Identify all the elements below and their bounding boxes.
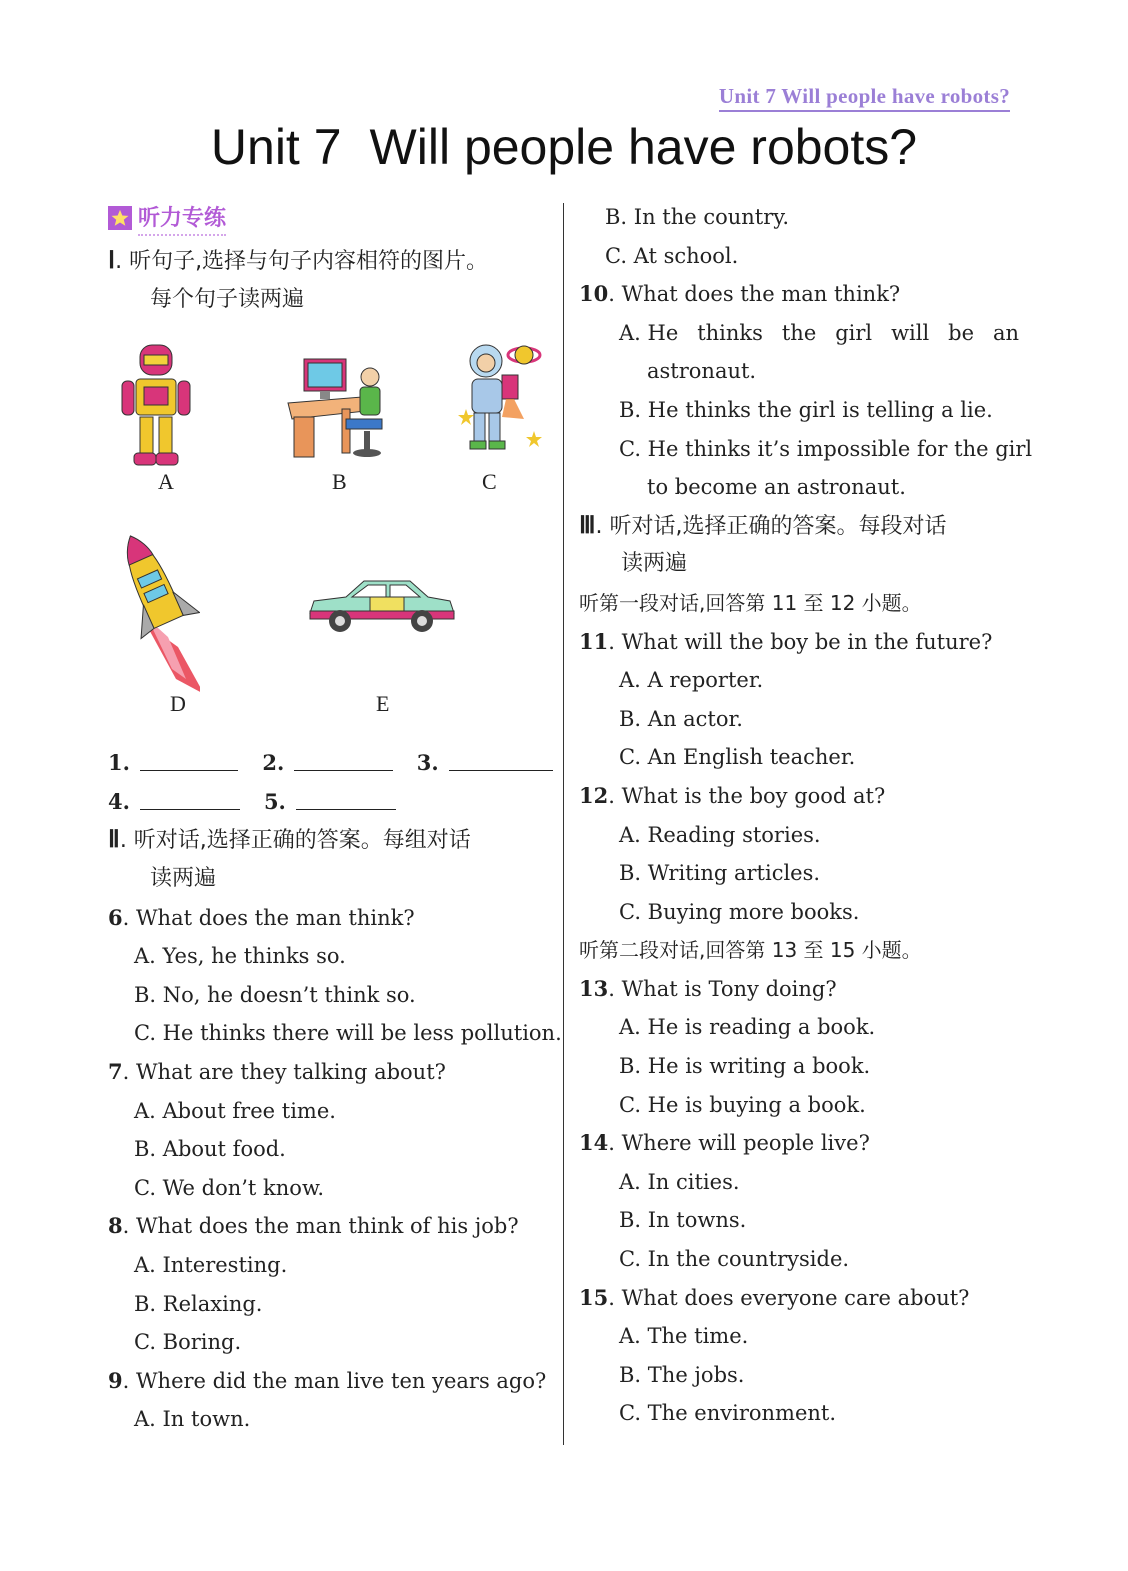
q10-option-c-cont: to become an astronaut. bbox=[647, 475, 906, 500]
question-7: 7. What are they talking about? bbox=[108, 1058, 446, 1084]
q12-option-b[interactable]: B. Writing articles. bbox=[619, 861, 821, 886]
question-11: 11. What will the boy be in the future? bbox=[579, 628, 993, 654]
blank-label-3: 3. bbox=[416, 750, 439, 776]
q14-option-b[interactable]: B. In towns. bbox=[619, 1208, 747, 1233]
section-2-heading-cont: 读两遍 bbox=[150, 865, 217, 891]
star-icon bbox=[108, 206, 132, 230]
q8-option-a[interactable]: A. Interesting. bbox=[134, 1252, 288, 1277]
blank-label-1: 1. bbox=[108, 750, 130, 776]
answer-blank-1[interactable] bbox=[140, 744, 238, 771]
car-icon bbox=[306, 577, 456, 633]
dialog-2-intro: 听第二段对话,回答第 13 至 15 小题。 bbox=[579, 938, 922, 963]
question-8: 8. What does the man think of his job? bbox=[108, 1213, 519, 1239]
q11-option-c[interactable]: C. An English teacher. bbox=[619, 745, 856, 770]
q6-option-a[interactable]: A. Yes, he thinks so. bbox=[134, 944, 346, 969]
q10-option-a[interactable]: A. He thinks the girl will be an bbox=[619, 320, 1019, 345]
q7-option-b[interactable]: B. About food. bbox=[134, 1137, 286, 1162]
answer-blank-3[interactable] bbox=[449, 744, 553, 771]
computer-desk-icon bbox=[286, 349, 390, 463]
q13-option-c[interactable]: C. He is buying a book. bbox=[619, 1092, 866, 1117]
q15-option-b[interactable]: B. The jobs. bbox=[619, 1362, 745, 1387]
question-13: 13. What is Tony doing? bbox=[579, 975, 837, 1001]
unit-number: Unit 7 bbox=[210, 119, 342, 175]
left-column bbox=[108, 198, 562, 1439]
right-column bbox=[579, 198, 1033, 1433]
question-15: 15. What does everyone care about? bbox=[579, 1284, 970, 1310]
q8-option-b[interactable]: B. Relaxing. bbox=[134, 1291, 263, 1316]
q12-option-a[interactable]: A. Reading stories. bbox=[619, 822, 821, 847]
q10-option-a-cont: astronaut. bbox=[647, 359, 757, 384]
q7-option-a[interactable]: A. About free time. bbox=[134, 1098, 336, 1123]
question-6: 6. What does the man think? bbox=[108, 904, 415, 930]
q15-option-c[interactable]: C. The environment. bbox=[619, 1401, 837, 1426]
question-14: 14. Where will people live? bbox=[579, 1130, 870, 1156]
answer-blank-4[interactable] bbox=[140, 783, 240, 810]
picture-label-a: A bbox=[158, 469, 174, 495]
q14-option-a[interactable]: A. In cities. bbox=[619, 1169, 740, 1194]
section-1-heading-cont: 每个句子读两遍 bbox=[150, 286, 305, 312]
astronaut-icon bbox=[458, 339, 544, 457]
section-3-heading: Ⅲ. 听对话,选择正确的答案。每段对话 bbox=[579, 512, 947, 539]
section-2-heading: Ⅱ. 听对话,选择正确的答案。每组对话 bbox=[108, 827, 471, 854]
dialog-1-intro: 听第一段对话,回答第 11 至 12 小题。 bbox=[579, 590, 922, 615]
running-head: Unit 7 Will people have robots? bbox=[719, 84, 1010, 112]
question-9: 9. Where did the man live ten years ago? bbox=[108, 1367, 547, 1393]
q7-option-c[interactable]: C. We don’t know. bbox=[134, 1175, 325, 1200]
picture-label-c: C bbox=[482, 469, 497, 495]
picture-options bbox=[108, 319, 553, 744]
q8-option-c[interactable]: C. Boring. bbox=[134, 1330, 242, 1355]
q15-option-a[interactable]: A. The time. bbox=[619, 1324, 749, 1349]
page-title bbox=[0, 118, 1128, 176]
q9-option-a[interactable]: A. In town. bbox=[134, 1407, 251, 1432]
listening-banner bbox=[108, 198, 553, 238]
q6-option-b[interactable]: B. No, he doesn’t think so. bbox=[134, 982, 416, 1007]
section-1-heading: Ⅰ. 听句子,选择与句子内容相符的图片。 bbox=[108, 248, 489, 274]
answer-blank-5[interactable] bbox=[296, 783, 396, 810]
banner-title: 听力专练 bbox=[138, 201, 226, 236]
answer-blank-2[interactable] bbox=[294, 744, 392, 771]
q9-option-c[interactable]: C. At school. bbox=[605, 243, 739, 268]
q10-option-c[interactable]: C. He thinks it’s impossible for the girl bbox=[619, 436, 1033, 461]
q13-option-a[interactable]: A. He is reading a book. bbox=[619, 1015, 876, 1040]
robot-icon bbox=[120, 341, 192, 471]
q10-option-b[interactable]: B. He thinks the girl is telling a lie. bbox=[619, 397, 993, 422]
q13-option-b[interactable]: B. He is writing a book. bbox=[619, 1054, 871, 1079]
blank-label-4: 4. bbox=[108, 788, 130, 814]
q9-option-b[interactable]: B. In the country. bbox=[605, 205, 790, 229]
blank-label-5: 5. bbox=[263, 788, 286, 814]
unit-title: Will people have robots? bbox=[369, 119, 918, 175]
question-12: 12. What is the boy good at? bbox=[579, 782, 886, 808]
blank-label-2: 2. bbox=[262, 750, 285, 776]
q11-option-b[interactable]: B. An actor. bbox=[619, 706, 743, 731]
section-3-heading-cont: 读两遍 bbox=[621, 551, 688, 577]
q6-option-c[interactable]: C. He thinks there will be less pollution. bbox=[134, 1021, 562, 1046]
picture-label-d: D bbox=[170, 691, 186, 717]
answer-blanks bbox=[108, 744, 553, 821]
column-divider bbox=[563, 203, 564, 1445]
question-10: 10. What does the man think? bbox=[579, 281, 901, 307]
q12-option-c[interactable]: C. Buying more books. bbox=[619, 899, 860, 924]
picture-label-e: E bbox=[376, 691, 390, 717]
q14-option-c[interactable]: C. In the countryside. bbox=[619, 1247, 850, 1272]
rocket-icon bbox=[116, 529, 200, 694]
picture-label-b: B bbox=[332, 469, 347, 495]
q11-option-a[interactable]: A. A reporter. bbox=[619, 668, 764, 693]
